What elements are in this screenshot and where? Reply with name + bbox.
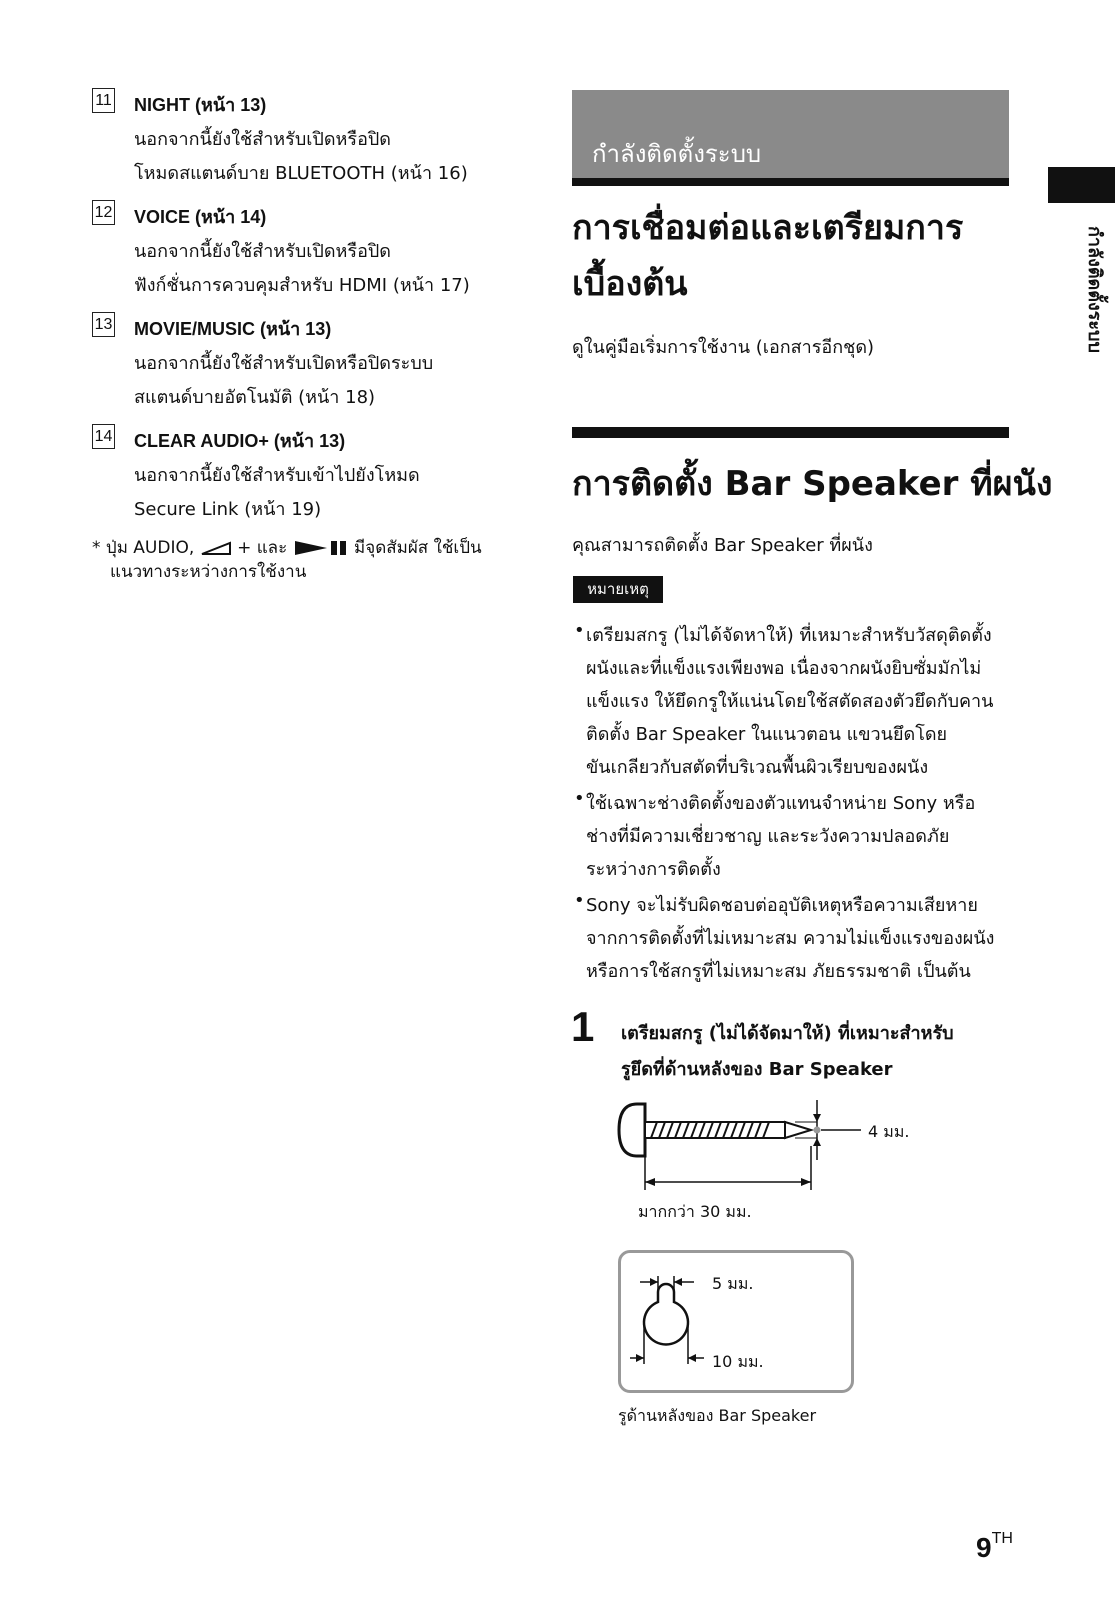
bullet-dot: • <box>574 788 585 809</box>
item-title: VOICE (หน้า 14) <box>134 207 267 227</box>
hole-caption: รูด้านหลังของ Bar Speaker <box>618 1406 817 1425</box>
bullet-dot: • <box>574 890 585 911</box>
page-number-suffix: TH <box>991 1530 1013 1547</box>
item-desc-line: นอกจากนี้ยังใช้สำหรับเปิดหรือปิด <box>134 241 391 262</box>
item-title: CLEAR AUDIO+ (หน้า 13) <box>134 431 346 451</box>
hole-top-label: 5 มม. <box>712 1274 754 1293</box>
item-desc-line: Secure Link (หน้า 19) <box>134 499 322 520</box>
bullet-dot: • <box>574 620 585 641</box>
play-pause-icon <box>293 539 349 557</box>
step-text-line-2: รูยึดที่ด้านหลังของ Bar Speaker <box>621 1059 893 1080</box>
heading-wall-install: การติดตั้ง Bar Speaker ที่ผนัง <box>572 464 1053 504</box>
footnote-line-1 <box>92 534 482 561</box>
bullet-line: เตรียมสกรู (ไม่ได้จัดหาให้) ที่เหมาะสำหรับวัสดุติดตั้ง <box>586 625 992 646</box>
item-number-badge: 11 <box>92 88 115 113</box>
heading-connect-body: ดูในคู่มือเริ่มการใช้งาน (เอกสารอีกชุด) <box>572 337 875 358</box>
footnote-text: มีจุดสัมผัส ใช้เป็น <box>354 538 482 558</box>
bullet-line: จากการติดตั้งที่ไม่เหมาะสม ความไม่แข็งแรงของผนัง <box>586 928 995 949</box>
bullet-line: ช่างที่มีความเชี่ยวชาญ และระวังความปลอดภัย <box>586 826 950 847</box>
step-number: 1 <box>571 1003 595 1050</box>
keyhole-diagram <box>630 1266 790 1386</box>
item-desc-line: ฟังก์ชั่นการควบคุมสำหรับ HDMI (หน้า 17) <box>134 275 470 296</box>
item-number-badge: 13 <box>92 312 115 337</box>
footnote-text: + และ <box>237 538 288 558</box>
screw-diameter-label: 4 มม. <box>868 1122 910 1141</box>
item-title: MOVIE/MUSIC (หน้า 13) <box>134 319 332 339</box>
bullet-line: หรือการใช้สกรูที่ไม่เหมาะสม ภัยธรรมชาติ เป็นต้น <box>586 961 971 982</box>
bullet-line: ระหว่างการติดตั้ง <box>586 859 721 880</box>
step-text-line-1: เตรียมสกรู (ไม่ได้จัดมาให้) ที่เหมาะสำหรับ <box>621 1023 954 1044</box>
item-desc-line: นอกจากนี้ยังใช้สำหรับเปิดหรือปิดระบบ <box>134 353 434 374</box>
page-number <box>976 1532 1013 1564</box>
section-header-rule <box>572 178 1009 186</box>
item-number-badge: 12 <box>92 200 115 225</box>
section-divider <box>572 427 1009 438</box>
bullet-line: ติดตั้ง Bar Speaker ในแนวตอน แขวนยึดโดย <box>586 724 948 745</box>
item-desc-line: นอกจากนี้ยังใช้สำหรับเข้าไปยังโหมด <box>134 465 420 486</box>
item-number-badge: 14 <box>92 424 115 449</box>
bullet-line: ขันเกลียวกับสตัดที่บริเวณพื้นผิวเรียบของผนัง <box>586 757 929 778</box>
item-desc-line: โหมดสแตนด์บาย BLUETOOTH (หน้า 16) <box>134 163 468 184</box>
side-tab-marker <box>1048 167 1115 203</box>
hole-bottom-label: 10 มม. <box>712 1352 764 1371</box>
bullet-line: แข็งแรง ให้ยึดกรูให้แน่นโดยใช้สตัดสองตัวยึดกับคาน <box>586 691 994 712</box>
side-tab-label: กำลังติดตั้งระบบ <box>1084 226 1105 353</box>
footnote-line-2: แนวทางระหว่างการใช้งาน <box>110 562 307 582</box>
item-title: NIGHT (หน้า 13) <box>134 95 267 115</box>
screw-diagram <box>615 1100 915 1210</box>
volume-minus-tactile-icon <box>200 540 232 556</box>
item-desc-line: สแตนด์บายอัตโนมัติ (หน้า 18) <box>134 387 376 408</box>
bullet-line: ใช้เฉพาะช่างติดตั้งของตัวแทนจำหน่าย Sony หรือ <box>586 793 976 814</box>
bullet-line: Sony จะไม่รับผิดชอบต่ออุบัติเหตุหรือความเสียหาย <box>586 895 978 916</box>
screw-length-label: มากกว่า 30 มม. <box>638 1202 752 1221</box>
heading-connect-line-2: เบื้องต้น <box>572 264 688 304</box>
note-badge: หมายเหตุ <box>573 576 663 603</box>
page-number-value: 9 <box>976 1532 992 1563</box>
bullet-line: ผนังและที่แข็งแรงเพียงพอ เนื่องจากผนังยิบซั่มมักไม่ <box>586 658 982 679</box>
heading-connect-line-1: การเชื่อมต่อและเตรียมการ <box>572 208 964 248</box>
footnote-text: * ปุ่ม AUDIO, <box>92 538 195 558</box>
item-desc-line: นอกจากนี้ยังใช้สำหรับเปิดหรือปิด <box>134 129 391 150</box>
section-title: กำลังติดตั้งระบบ <box>592 140 762 168</box>
heading-wall-install-body: คุณสามารถติดตั้ง Bar Speaker ที่ผนัง <box>572 535 873 556</box>
